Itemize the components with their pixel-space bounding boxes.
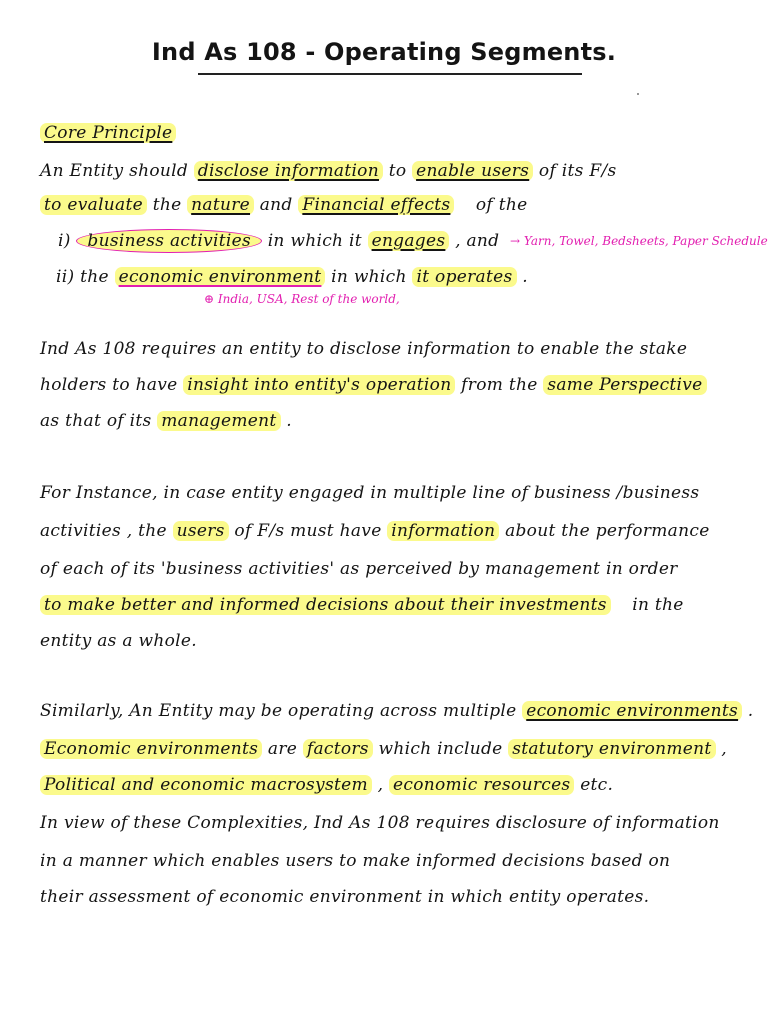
highlight-financial-effects: Financial effects bbox=[298, 195, 454, 215]
annotation-products: → Yarn, Towel, Bedsheets, Paper Schedule bbox=[510, 234, 768, 248]
list-number: i) bbox=[58, 231, 71, 251]
text-span: which include bbox=[378, 739, 503, 759]
highlight-management: management bbox=[157, 411, 280, 431]
highlight-nature: nature bbox=[187, 195, 254, 215]
text-span: , bbox=[721, 739, 727, 759]
title-underline bbox=[198, 73, 582, 75]
highlight-to-evaluate: to evaluate bbox=[40, 195, 147, 215]
text-span: , bbox=[377, 775, 384, 795]
text-span: the bbox=[80, 267, 109, 287]
text-span: about the performance bbox=[505, 521, 710, 541]
highlight-same-perspective: same Perspective bbox=[543, 375, 706, 395]
text-span: in which it bbox=[267, 231, 362, 251]
text-span: as that of its bbox=[40, 411, 152, 431]
text-span: to bbox=[388, 161, 407, 181]
text-span: etc. bbox=[580, 775, 614, 795]
para3-line-6: their assessment of economic environment in which entity operates. bbox=[40, 887, 650, 907]
text-span: in which bbox=[331, 267, 407, 287]
para2-line-3: of each of its 'business activities' as perceived by management in order bbox=[40, 559, 678, 579]
core-line-4 bbox=[56, 264, 528, 290]
ink-dot bbox=[637, 93, 639, 95]
text-span: holders to have bbox=[40, 375, 178, 395]
para3-line-3 bbox=[40, 772, 613, 798]
text-span: and bbox=[259, 195, 293, 215]
highlight-better-decisions: to make better and informed decisions about their investments bbox=[40, 595, 611, 615]
text-span: . bbox=[747, 701, 754, 721]
highlight-economic-resources: economic resources bbox=[389, 775, 574, 795]
para2-line-5: entity as a whole. bbox=[40, 631, 197, 651]
highlight-economic-environments: economic environments bbox=[522, 701, 742, 721]
text-span: . bbox=[286, 411, 292, 431]
text-span: of the bbox=[475, 195, 528, 215]
highlight-information: information bbox=[387, 521, 499, 541]
text-span: of its F/s bbox=[538, 161, 617, 181]
text-span: An Entity should bbox=[40, 161, 189, 181]
core-principle-heading: Core Principle bbox=[40, 123, 176, 143]
para2-line-2 bbox=[40, 518, 710, 544]
text-span: from the bbox=[461, 375, 538, 395]
text-span: Similarly, An Entity may be operating across multiple bbox=[40, 701, 517, 721]
core-line-1 bbox=[40, 158, 617, 184]
para3-line-5: in a manner which enables users to make informed decisions based on bbox=[40, 851, 671, 871]
para2-line-4 bbox=[40, 592, 684, 618]
text-span: the bbox=[152, 195, 182, 215]
para3-line-2 bbox=[40, 736, 727, 762]
highlight-users: users bbox=[173, 521, 229, 541]
highlight-insight-operation: insight into entity's operation bbox=[183, 375, 455, 395]
highlight-engages: engages bbox=[368, 231, 450, 251]
core-line-3 bbox=[58, 228, 499, 254]
text-span: in the bbox=[632, 595, 684, 615]
highlight-macrosystem: Political and economic macrosystem bbox=[40, 775, 372, 795]
text-span: . bbox=[522, 267, 528, 287]
para3-line-1 bbox=[40, 698, 754, 724]
core-line-2 bbox=[40, 192, 527, 218]
highlight-disclose-information: disclose information bbox=[194, 161, 383, 181]
para3-line-4: In view of these Complexities, Ind As 108 requires disclosure of information bbox=[40, 813, 720, 833]
para2-line-1: For Instance, in case entity engaged in multiple line of business /business bbox=[40, 483, 700, 503]
text-span: , and bbox=[455, 231, 500, 251]
highlight-economic-environments-2: Economic environments bbox=[40, 739, 262, 759]
para1-line-3 bbox=[40, 408, 292, 434]
text-span: of F/s must have bbox=[234, 521, 382, 541]
highlight-it-operates: it operates bbox=[412, 267, 516, 287]
text-span: activities , the bbox=[40, 521, 167, 541]
annotation-regions: ⊕ India, USA, Rest of the world, bbox=[204, 292, 400, 306]
highlight-enable-users: enable users bbox=[412, 161, 533, 181]
page-title: Ind As 108 - Operating Segments. bbox=[151, 38, 617, 66]
para1-line-1: Ind As 108 requires an entity to disclose information to enable the stake bbox=[40, 339, 688, 359]
para1-line-2 bbox=[40, 372, 707, 398]
highlight-statutory-environment: statutory environment bbox=[508, 739, 715, 759]
core-principle-heading-line bbox=[40, 120, 176, 146]
highlight-economic-environment: economic environment bbox=[115, 267, 326, 287]
highlight-factors: factors bbox=[303, 739, 373, 759]
circled-business-activities: business activities bbox=[76, 229, 262, 253]
text-span: are bbox=[267, 739, 298, 759]
list-number: ii) bbox=[56, 267, 75, 287]
